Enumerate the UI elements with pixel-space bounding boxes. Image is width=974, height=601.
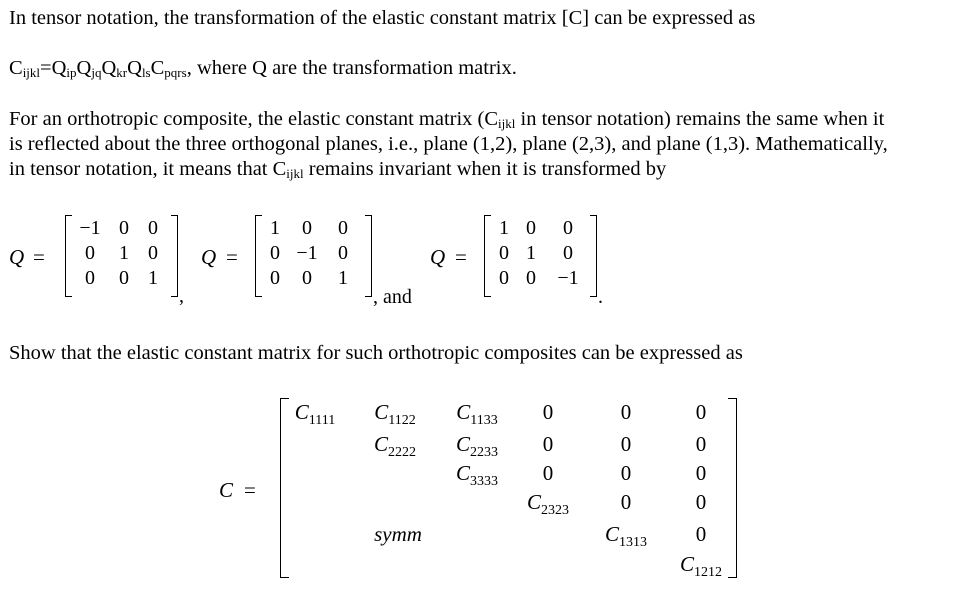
c-bracket-right xyxy=(728,398,737,578)
c-sub: 2323 xyxy=(541,503,569,518)
c-entry-1313: $C_{1313}$ xyxy=(604,522,647,550)
paragraph-1: In tensor notation, the transformation of the elastic constant matrix [C] can be expressed as xyxy=(9,7,756,29)
q1-bracket-left xyxy=(65,215,72,297)
c-zero: 0 xyxy=(620,432,632,456)
c-sub: 3333 xyxy=(470,474,498,489)
q3-bracket-right xyxy=(590,215,597,297)
c-eq: = xyxy=(244,478,256,502)
q2-cell: 0 xyxy=(270,242,280,264)
eq-lhs: C xyxy=(9,57,23,79)
c-zero: 0 xyxy=(620,461,632,485)
factor-q: Q xyxy=(51,57,67,79)
c-zero: 0 xyxy=(695,461,707,485)
p2-text: in tensor notation) remains the same when it xyxy=(515,108,885,130)
paragraph-2-line-3 xyxy=(9,157,666,186)
c-entry-2233: $C_{2233}$ xyxy=(455,432,498,460)
factor-sub: ip xyxy=(66,65,77,80)
q1-cell: 0 xyxy=(119,267,129,289)
q3-label: Q xyxy=(430,245,446,269)
c-sub: 1122 xyxy=(388,413,416,428)
q2-cell: −1 xyxy=(296,242,318,264)
q1-cell: 1 xyxy=(148,267,158,289)
q3-cell: 0 xyxy=(563,217,573,239)
q2-and: , and xyxy=(373,286,412,308)
q3-cell: 0 xyxy=(499,267,509,289)
c-entry-1133: $C_{1133}$ xyxy=(456,400,498,428)
paragraph-2-line-2: is reflected about the three orthogonal planes, i.e., plane (1,2), plane (2,3), and plane (1,3). Mathematically, xyxy=(9,133,888,155)
factor-sub: jq xyxy=(91,65,102,80)
q1-cell: 1 xyxy=(119,242,129,264)
c-sub: 2222 xyxy=(388,445,416,460)
q2-label: Q xyxy=(201,245,217,269)
factor-sub: pqrs xyxy=(164,65,187,80)
c-sub: 1212 xyxy=(694,565,722,580)
q3-cell: −1 xyxy=(557,267,579,289)
c-zero: 0 xyxy=(695,490,707,514)
c-symm: symm xyxy=(374,522,422,546)
q2-cell: 1 xyxy=(270,217,280,239)
q1-cell: 0 xyxy=(148,242,158,264)
q1-cell: 0 xyxy=(148,217,158,239)
c-zero: 0 xyxy=(695,432,707,456)
q2-cell: 0 xyxy=(302,217,312,239)
q2-cell: 0 xyxy=(270,267,280,289)
q3-period: . xyxy=(598,286,603,308)
p3-text: in tensor notation, it means that C xyxy=(9,158,287,180)
eq-sign: = xyxy=(40,57,52,79)
factor-sub: ls xyxy=(141,65,151,80)
q1-label: Q xyxy=(9,245,25,269)
q2-matrix xyxy=(262,216,360,291)
q1-bracket-right xyxy=(171,215,178,297)
c-sub: 1111 xyxy=(308,413,336,428)
q3-cell: 1 xyxy=(499,217,509,239)
q2-eq: = xyxy=(226,245,238,269)
q3-cell: 0 xyxy=(526,217,536,239)
factor-q: Q xyxy=(76,57,92,79)
q2-cell: 0 xyxy=(338,217,348,239)
c-zero: 0 xyxy=(620,490,632,514)
p3-sub: ijkl xyxy=(286,166,304,181)
factor-q: Q xyxy=(101,57,117,79)
factor-c: C xyxy=(150,57,165,79)
c-entry-2222: $C_{2222}$ xyxy=(373,432,416,460)
c-zero: 0 xyxy=(695,522,707,546)
q1-comma: , xyxy=(179,285,184,307)
c-zero: 0 xyxy=(542,400,554,424)
q3-cell: 1 xyxy=(526,242,536,264)
q3-cell: 0 xyxy=(499,242,509,264)
p2-sub: ijkl xyxy=(498,116,516,131)
q1-cell: −1 xyxy=(79,217,101,239)
q3-bracket-left xyxy=(484,215,491,297)
q1-matrix xyxy=(72,216,166,291)
c-label: C xyxy=(219,478,234,502)
q3-cell: 0 xyxy=(526,267,536,289)
p3-text: remains invariant when it is transformed by xyxy=(303,158,667,180)
q1-cell: 0 xyxy=(119,217,129,239)
q3-cell: 0 xyxy=(563,242,573,264)
q2-cell: 0 xyxy=(302,267,312,289)
q2-cell: 0 xyxy=(338,242,348,264)
c-entry-1122: $C_{1122}$ xyxy=(374,400,416,428)
q1-cell: 0 xyxy=(85,242,95,264)
eq-lhs-sub: ijkl xyxy=(22,65,41,80)
q1-eq: = xyxy=(33,245,45,269)
eq-tail: , where Q are the transformation matrix. xyxy=(186,57,517,79)
c-zero: 0 xyxy=(695,400,707,424)
q1-cell: 0 xyxy=(85,267,95,289)
paragraph-3: Show that the elastic constant matrix for such orthotropic composites can be expressed as xyxy=(9,342,743,364)
c-entry-1111: $C_{1111}$ xyxy=(294,400,336,428)
factor-q: Q xyxy=(127,57,142,79)
factor-sub: kr xyxy=(116,65,128,80)
p2-text: For an orthotropic composite, the elastic constant matrix (C xyxy=(9,108,499,130)
c-zero: 0 xyxy=(620,400,632,424)
c-sub: 1313 xyxy=(619,535,647,550)
q2-cell: 1 xyxy=(338,267,348,289)
c-entry-1212: $C_{1212}$ xyxy=(679,552,722,580)
c-zero: 0 xyxy=(542,461,554,485)
c-zero: 0 xyxy=(542,432,554,456)
q3-matrix xyxy=(491,216,591,291)
q2-bracket-right xyxy=(365,215,372,297)
q3-eq: = xyxy=(455,245,467,269)
c-sub: 2233 xyxy=(470,445,498,460)
equation-line xyxy=(9,56,517,85)
c-entry-2323: $C_{2323}$ xyxy=(526,490,569,518)
q2-bracket-left xyxy=(255,215,262,297)
c-sub: 1133 xyxy=(470,413,498,428)
c-entry-3333: $C_{3333}$ xyxy=(455,461,498,489)
